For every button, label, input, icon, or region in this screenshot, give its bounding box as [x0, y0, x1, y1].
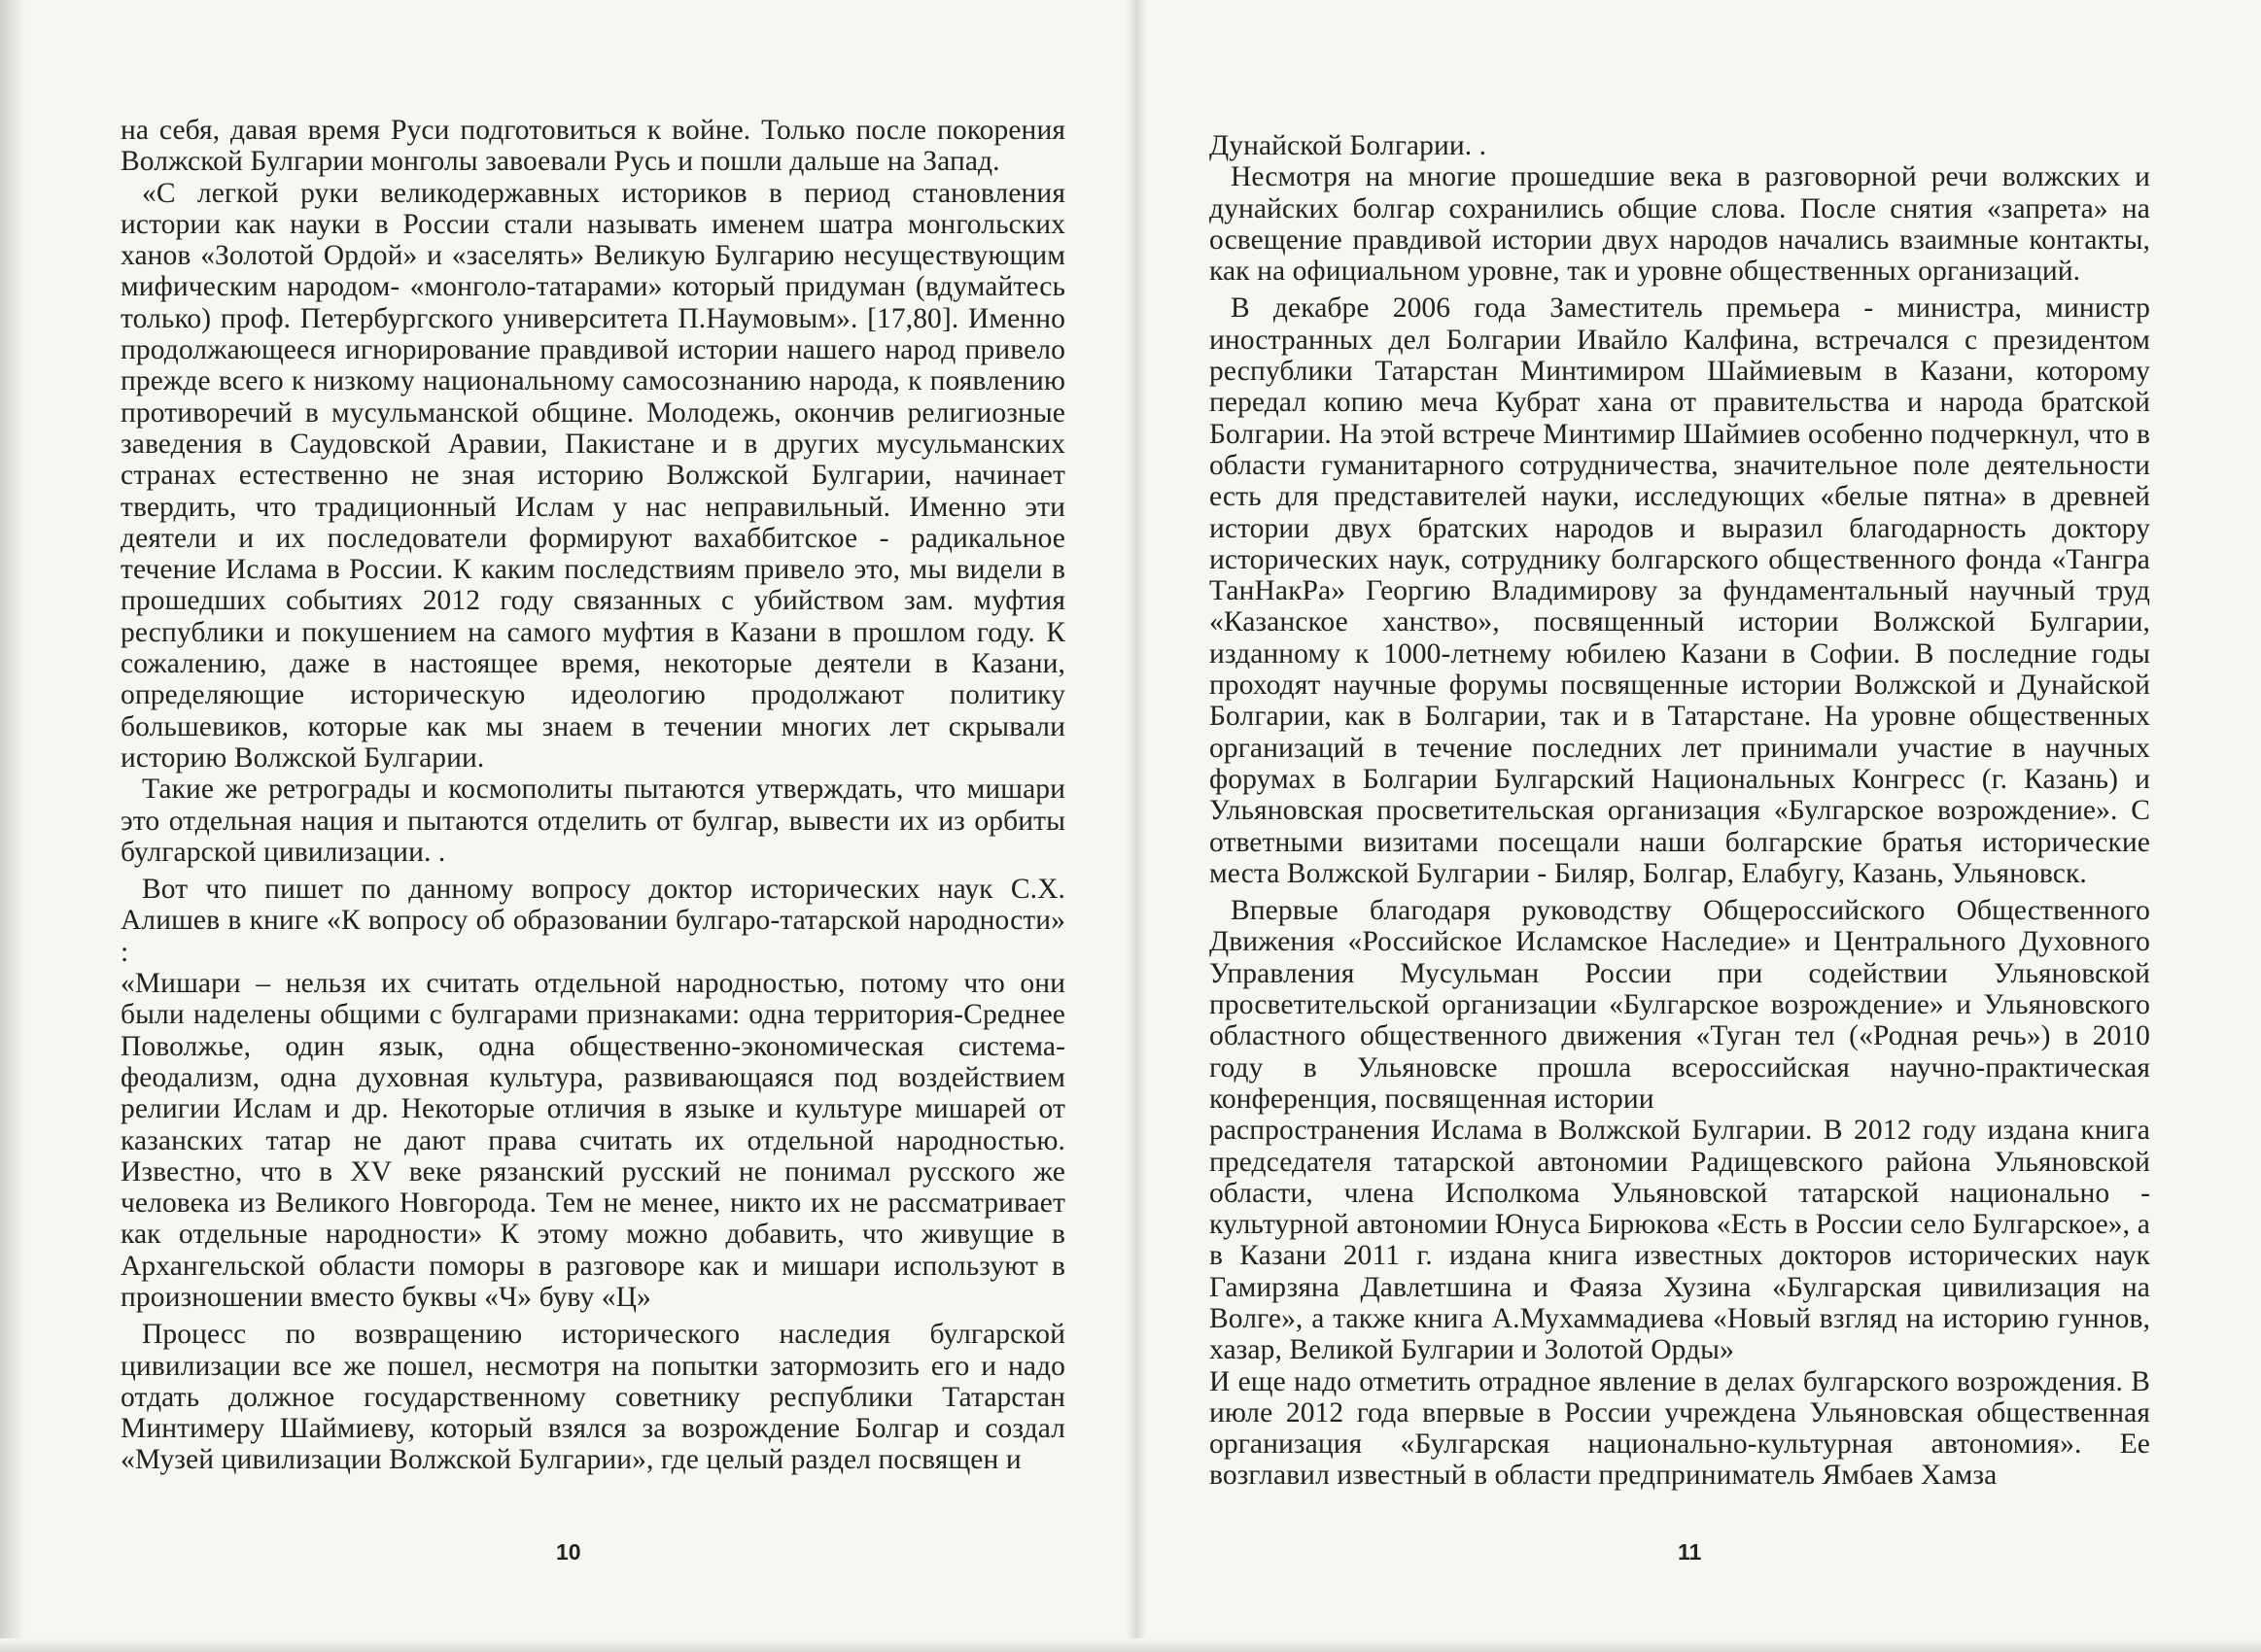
left-page-text	[121, 115, 1065, 1476]
paragraph: Процесс по возвращению исторического наследия булгарской цивилизации все же пошел, несмотря на попытки затормозить его и надо отдать должное государственному советнику республики Татарстан Минтимеру Шаймиеву, который взялся за возрождение Болгар и создал «Музей цивилизации Волжской Булгарии», где целый раздел посвящен и	[121, 1319, 1065, 1476]
paragraph: Несмотря на многие прошедшие века в разговорной речи волжских и дунайских болгар сохранились общие слова. После снятия «запрета» на освещение правдивой истории двух народов начались взаимные контакты, как на официальном уровне, так и уровне общественных организаций.	[1209, 161, 2150, 288]
paragraph: Впервые благодаря руководству Общероссийского Общественного Движения «Российское Исламское Наследие» и Центрального Духовного Управления Мусульман России при содействии Ульяновской просветительской организации «Булгарское возрождение» и Ульяновского областного общественного движения «Туган тел («Родная речь») в 2010 году в Ульяновске прошла всероссийская научно-практическая конференция, посвященная истории	[1209, 895, 2150, 1115]
page-edge	[0, 0, 25, 1652]
paragraph: Дунайской Болгарии. .	[1209, 130, 1487, 161]
page-number: 10	[556, 1539, 581, 1565]
right-page	[1147, 0, 2261, 1652]
paragraph: распространения Ислама в Волжской Булгарии. В 2012 году издана книга председателя татарской автономии Радищевского района Ульяновской области, члена Исполкома Ульяновской татарской национально - культурной автономии Юнуса Бирюкова «Есть в России село Булгарское», а в Казани 2011 г. издана книга известных докторов исторических наук Гамирзяна Давлетшина и Фаяза Хузина «Булгарская цивилизация на Волге», а также книга А.Мухаммадиева «Новый взгляд на историю гуннов, хазар, Великой Булгарии и Золотой Орды»	[1209, 1115, 2150, 1366]
paragraph: «С легкой руки великодержавных историков в период становления истории как науки в России стали называть именем шатра монгольских ханов «Золотой Ордой» и «заселять» Великую Булгарию несуществующим мифическим народом- «монголо-татарами» который придуман (вдумайтесь только) проф. Петербургского университета П.Наумовым». [17,80]. Именно продолжающееся игнорирование правдивой истории нашего народ привело прежде всего к низкому национальному самосознанию народа, к появлению противоречий в мусульманской общине. Молодежь, окончив религиозные заведения в Саудовской Аравии, Пакистане и в других мусульманских странах естественно не зная историю Волжской Булгарии, начинает твердить, что традиционный Ислам у нас неправильный. Именно эти деятели и их последователи формируют вахаббитское - радикальное течение Ислама в России. К каким последствиям привело это, мы видели в прошедших событиях 2012 году связанных с убийством зам. муфтия республики и покушением на самого муфтия в Казани в прошлом году. К сожалению, даже в настоящее время, некоторые деятели в Казани, определяющие историческую идеологию продолжают политику большевиков, которые как мы знаем в течении многих лет скрывали историю Волжской Булгарии.	[121, 177, 1065, 774]
paragraph: В декабре 2006 года Заместитель премьера - министра, министр иностранных дел Болгарии Ивайло Калфина, встречался с президентом республики Татарстан Минтимиром Шаймиевым в Казани, которому передал копию меча Кубрат хана от правительства и народа братской Болгарии. На этой встрече Минтимир Шаймиев особенно подчеркнул, что в области гуманитарного сотрудничества, значительное поле деятельности есть для представителей науки, исследующих «белые пятна» в древней истории двух братских народов и выразил благодарность доктору исторических наук, сотруднику болгарского общественного фонда «Тангра ТанНакРа» Георгию Владимирову за фундаментальный научный труд «Казанское ханство», посвященный истории Волжской Булгарии, изданному к 1000-летнему юбилею Казани в Софии. В последние годы проходят научные форумы посвященные истории Волжской и Дунайской Болгарии, как в Болгарии, так и в Татарстане. На уровне общественных организаций в течение последних лет принимали участие в научных форумах в Болгарии Булгарский Национальных Конгресс (г. Казань) и Ульяновская просветительская организация «Булгарское возрождение». С ответными визитами посещали наши болгарские братья исторические места Волжской Булгарии - Биляр, Болгар, Елабугу, Казань, Ульяновск.	[1209, 293, 2150, 889]
page-number: 11	[1678, 1539, 1702, 1565]
paragraph: Вот что пишет по данному вопросу доктор исторических наук С.Х. Алишев в книге «К вопросу об образовании булгаро-татарской народности» :	[121, 874, 1065, 968]
paragraph: И еще надо отметить отрадное явление в делах булгарского возрождения. В июле 2012 года впервые в России учреждена Ульяновская общественная организация «Булгарская национально-культурная автономия». Ее возглавил известный в области предприниматель Ямбаев Хамза	[1209, 1365, 2150, 1492]
quote-paragraph: «Мишари – нельзя их считать отдельной народностью, потому что они были наделены общими с булгарами признаками: одна территория-Среднее Поволжье, один язык, одна общественно-экономическая система-феодализм, одна духовная культура, развивающаяся под воздействием религии Ислам и др. Некоторые отличия в языке и культуре мишарей от казанских татар не дают права считать их отдельной народностью. Известно, что в XV веке рязанский русский не понимал русского же человека из Великого Новгорода. Тем не менее, никто их не рассматривает как отдельные народности» К этому можно добавить, что живущие в Архангельской области поморы в разговоре как и мишари используют в произношении вместо буквы «Ч» буву «Ц»	[121, 968, 1065, 1313]
left-page	[25, 0, 1126, 1652]
paragraph: на себя, давая время Руси подготовиться к войне. Только после покорения Волжской Булгарии монголы завоевали Русь и пошли дальше на Запад.	[121, 115, 1065, 178]
book-gutter	[1126, 0, 1147, 1652]
right-page-text	[1209, 130, 2150, 1492]
paragraph: Такие же ретрограды и космополиты пытаются утверждать, что мишари это отдельная нация и пытаются отделить от булгар, вывести их из орбиты булгарской цивилизации. .	[121, 774, 1065, 868]
